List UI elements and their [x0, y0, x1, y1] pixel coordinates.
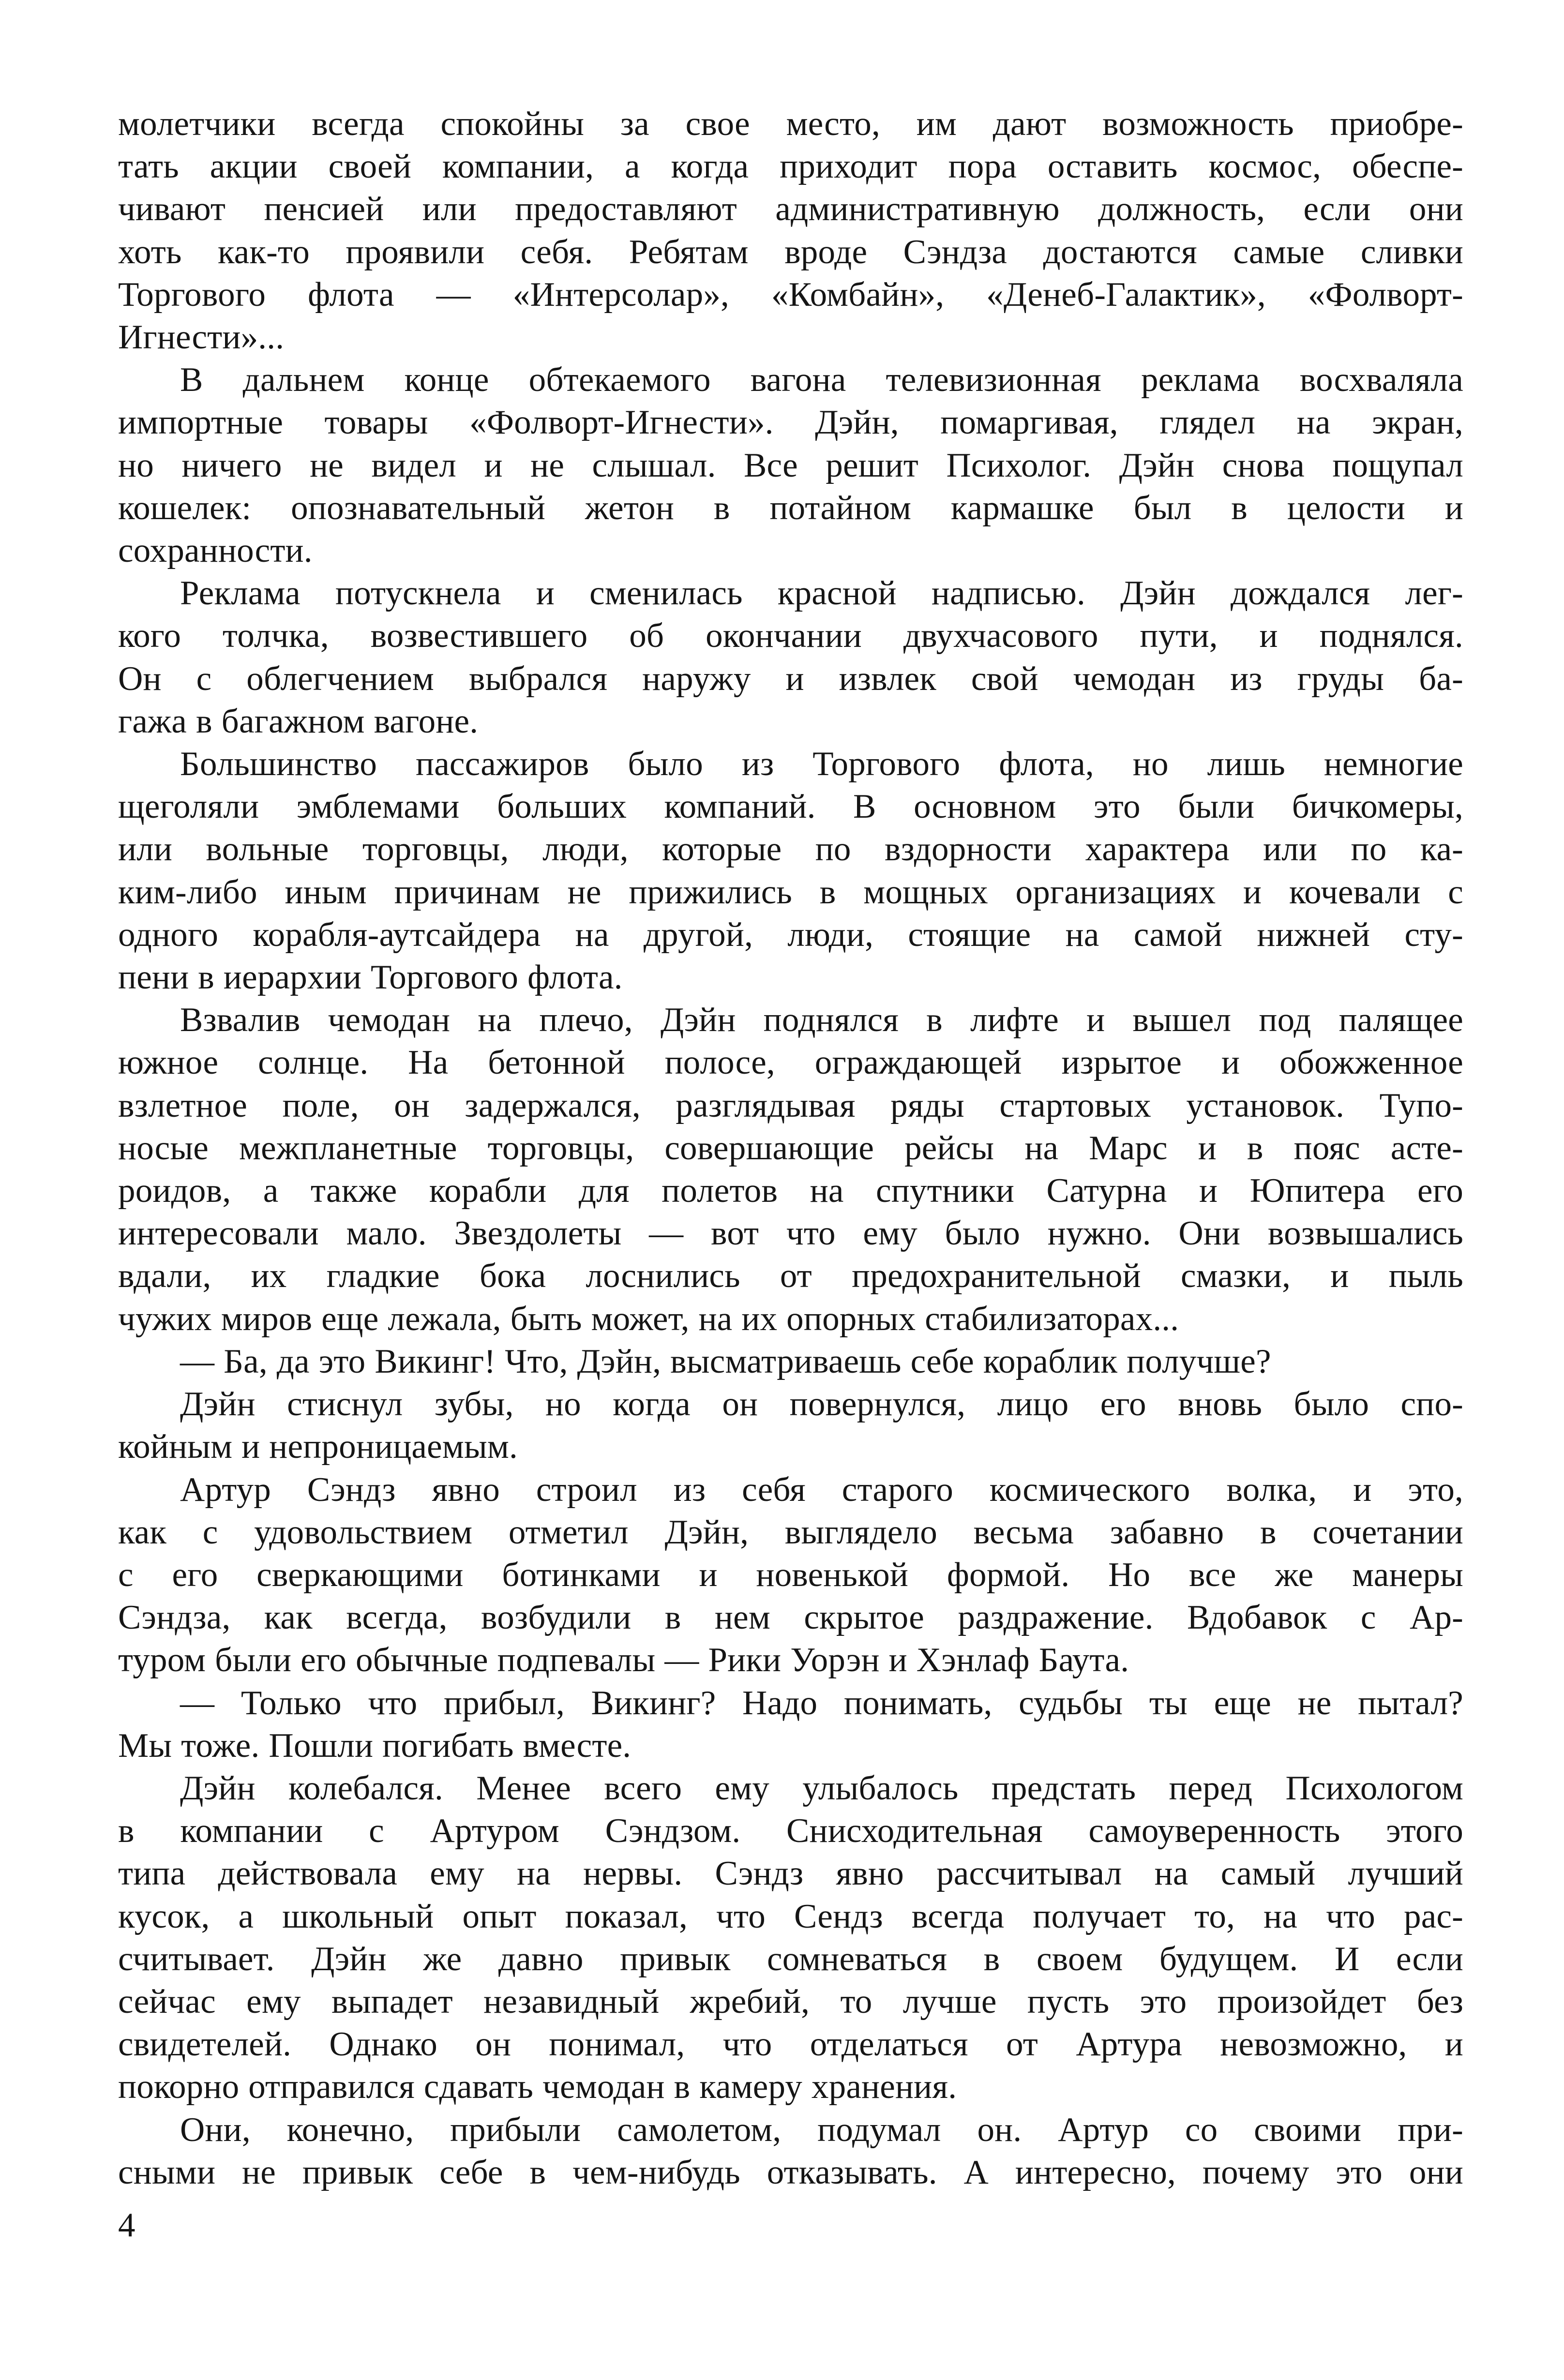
text-line: чужих миров еще лежала, быть может, на их опорных стабилизаторах...: [118, 1300, 1179, 1338]
text-line: чивают пенсией или предоставляют административную должность, если они: [118, 190, 1463, 228]
text-line: — Только что прибыл, Викинг? Надо понимать, судьбы ты еще не пытал?: [180, 1684, 1463, 1722]
text-line: Сэндза, как всегда, возбудили в нем скрытое раздражение. Вдобавок с Ар-: [118, 1599, 1463, 1637]
paragraph-7: [118, 1383, 1463, 1468]
text-line: сными не привык себе в чем-нибудь отказывать. А интересно, почему это они: [118, 2153, 1463, 2191]
text-line: щеголяли эмблемами больших компаний. В основном это были бичкомеры,: [118, 788, 1463, 826]
text-line: Они, конечно, прибыли самолетом, подумал он. Артур со своими при-: [180, 2111, 1463, 2149]
text-line: ким-либо иным причинам не прижились в мощных организациях и кочевали с: [118, 873, 1463, 911]
text-line: сейчас ему выпадет незавидный жребий, то лучше пусть это произойдет без: [118, 1982, 1463, 2021]
paragraph-9: [118, 1682, 1463, 1767]
text-line: носые межпланетные торговцы, совершающие рейсы на Марс и в пояс асте-: [118, 1129, 1463, 1167]
text-line: типа действовала ему на нервы. Сэндз явно рассчитывал на самый лучший: [118, 1855, 1463, 1893]
text-line: Торгового флота — «Интерсолар», «Комбайн», «Денеб-Галактик», «Фолворт-: [118, 275, 1463, 314]
text-line: покорно отправился сдавать чемодан в камеру хранения.: [118, 2068, 957, 2106]
text-line: южное солнце. На бетонной полосе, ограждающей изрытое и обожженное: [118, 1044, 1463, 1082]
text-line: свидетелей. Однако он понимал, что отделаться от Артура невозможно, и: [118, 2025, 1463, 2064]
text-line: кусок, а школьный опыт показал, что Сендз всегда получает то, на что рас-: [118, 1897, 1463, 1935]
paragraph-6: [118, 1340, 1463, 1383]
text-line: койным и непроницаемым.: [118, 1428, 518, 1466]
text-line: кошелек: опознавательный жетон в потайном кармашке был в целости и: [118, 489, 1463, 527]
text-line: или вольные торговцы, люди, которые по вздорности характера или по ка-: [118, 830, 1463, 868]
text-line: В дальнем конце обтекаемого вагона телевизионная реклама восхваляла: [180, 361, 1463, 399]
text-line: Большинство пассажиров было из Торгового флота, но лишь немногие: [180, 745, 1463, 783]
text-line: кого толчка, возвестившего об окончании двухчасового пути, и поднялся.: [118, 617, 1463, 655]
text-line: молетчики всегда спокойны за свое место, им дают возможность приобре-: [118, 105, 1463, 143]
text-line: Взвалив чемодан на плечо, Дэйн поднялся в лифте и вышел под палящее: [180, 1001, 1463, 1039]
text-line: туром были его обычные подпевалы — Рики Уорэн и Хэнлаф Баута.: [118, 1641, 1129, 1679]
text-line: пени в иерархии Торгового флота.: [118, 958, 623, 997]
text-line: гажа в багажном вагоне.: [118, 702, 479, 740]
text-line: вдали, их гладкие бока лоснились от предохранительной смазки, и пыль: [118, 1257, 1463, 1295]
text-line: Реклама потускнела и сменилась красной надписью. Дэйн дождался лег-: [180, 574, 1463, 613]
body-text: [118, 103, 1463, 2194]
paragraph-11: [118, 2109, 1463, 2194]
paragraph-10: [118, 1767, 1463, 2109]
text-line: интересовали мало. Звездолеты — вот что ему было нужно. Они возвышались: [118, 1214, 1463, 1253]
text-line: в компании с Артуром Сэндзом. Снисходительная самоуверенность этого: [118, 1812, 1463, 1850]
text-line: — Ба, да это Викинг! Что, Дэйн, высматриваешь себе кораблик получше?: [180, 1342, 1271, 1380]
paragraph-4: [118, 743, 1463, 999]
page-number: 4: [118, 2206, 135, 2244]
text-line: сохранности.: [118, 532, 313, 570]
paragraph-1: [118, 103, 1463, 359]
text-line: Мы тоже. Пошли погибать вместе.: [118, 1726, 632, 1765]
text-line: считывает. Дэйн же давно привык сомневаться в своем будущем. И если: [118, 1940, 1463, 1978]
text-line: одного корабля-аутсайдера на другой, люди, стоящие на самой нижней сту-: [118, 915, 1463, 954]
paragraph-3: [118, 572, 1463, 743]
text-line: взлетное поле, он задержался, разглядывая ряды стартовых установок. Тупо-: [118, 1086, 1463, 1124]
paragraph-8: [118, 1468, 1463, 1682]
text-line: импортные товары «Фолворт-Игнести». Дэйн, помаргивая, глядел на экран,: [118, 404, 1463, 442]
text-line: хоть как-то проявили себя. Ребятам вроде Сэндза достаются самые сливки: [118, 233, 1463, 271]
text-line: Он с облегчением выбрался наружу и извлек свой чемодан из груды ба-: [118, 659, 1463, 698]
paragraph-2: [118, 359, 1463, 572]
text-line: Игнести»...: [118, 318, 285, 357]
text-line: Артур Сэндз явно строил из себя старого космического волка, и это,: [180, 1470, 1463, 1509]
text-line: с его сверкающими ботинками и новенькой формой. Но все же манеры: [118, 1556, 1463, 1594]
paragraph-5: [118, 999, 1463, 1340]
text-line: но ничего не видел и не слышал. Все решит Психолог. Дэйн снова пощупал: [118, 446, 1463, 484]
text-line: тать акции своей компании, а когда приходит пора оставить космос, обеспе-: [118, 148, 1463, 186]
text-line: Дэйн колебался. Менее всего ему улыбалось предстать перед Психологом: [180, 1769, 1463, 1807]
text-line: как с удовольствием отметил Дэйн, выглядело весьма забавно в сочетании: [118, 1513, 1463, 1551]
text-line: Дэйн стиснул зубы, но когда он повернулся, лицо его вновь было спо-: [180, 1385, 1463, 1423]
text-line: роидов, а также корабли для полетов на спутники Сатурна и Юпитера его: [118, 1172, 1463, 1210]
